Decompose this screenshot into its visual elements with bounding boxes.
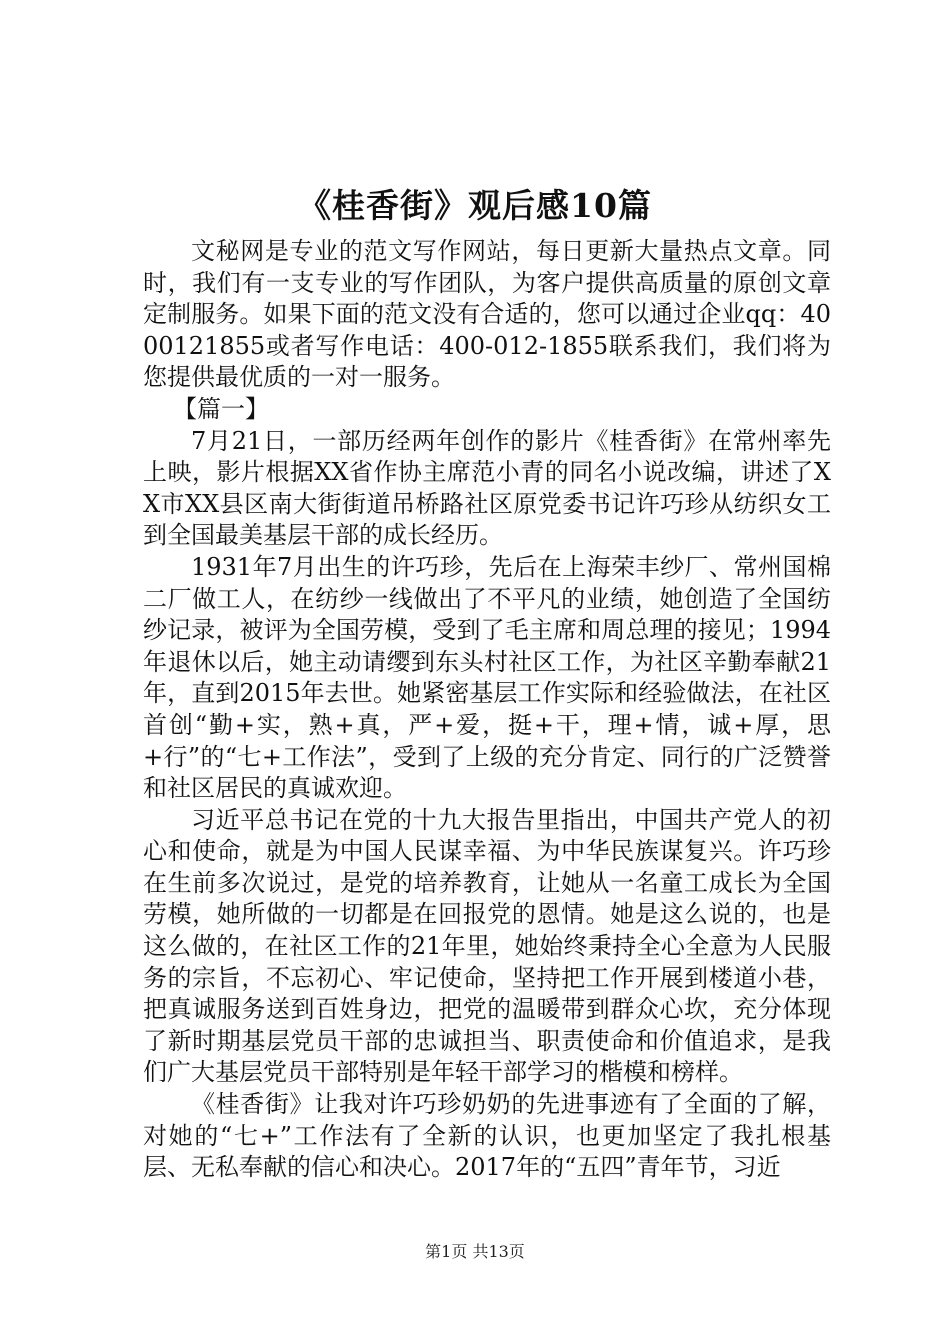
section-heading: 【篇一】 — [173, 394, 269, 423]
body-paragraph-4: 《桂香街》让我对许巧珍奶奶的先进事迹有了全面的了解，对她的“七+”工作法有了全新的认识，也更加坚定了我扎根基层、无私奉献的信心和决心。2017年的“五四”青年节，习近 — [143, 1090, 831, 1182]
body-paragraph-1: 7月21日，一部历经两年创作的影片《桂香街》在常州率先上映，影片根据XX省作协主席范小青的同名小说改编，讲述了XX市XX县区南大街街道吊桥路社区原党委书记许巧珍从纺织女工到全国最美基层干部的成长经历。 — [143, 426, 831, 550]
body-paragraph-3: 习近平总书记在党的十九大报告里指出，中国共产党人的初心和使命，就是为中国人民谋幸福、为中华民族谋复兴。许巧珍在生前多次说过，是党的培养教育，让她从一名童工成长为全国劳模，她所做的一切都是在回报党的恩情。她是这么说的，也是这么做的，在社区工作的21年里，她始终秉持全心全意为人民服务的宗旨，不忘初心、牢记使命，坚持把工作开展到楼道小巷，把真诚服务送到百姓身边，把党的温暖带到群众心坎，充分体现了新时期基层党员干部的忠诚担当、职责使命和价值追求，是我们广大基层党员干部特别是年轻干部学习的楷模和榜样。 — [143, 805, 831, 1087]
page-title: 《桂香街》观后感10篇 — [298, 186, 652, 225]
document-body — [143, 236, 831, 1184]
intro-paragraph: 文秘网是专业的范文写作网站，每日更新大量热点文章。同时，我们有一支专业的写作团队，为客户提供高质量的原创文章定制服务。如果下面的范文没有合适的，您可以通过企业qq：4000121855或者写作电话：400-012-1855联系我们，我们将为您提供最优质的一对一服务。 — [143, 237, 831, 392]
body-paragraph-2: 1931年7月出生的许巧珍，先后在上海荣丰纱厂、常州国棉二厂做工人，在纺纱一线做出了不平凡的业绩，她创造了全国纺纱记录，被评为全国劳模，受到了毛主席和周总理的接见；1994年退休以后，她主动请缨到东头村社区工作，为社区辛勤奉献21年，直到2015年去世。她紧密基层工作实际和经验做法，在社区首创“勤+实，熟+真，严+爱，挺+干，理+情，诚+厚，思+行”的“七+工作法”，受到了上级的充分肯定、同行的广泛赞誉和社区居民的真诚欢迎。 — [143, 552, 831, 803]
page-number-footer: 第1页 共13页 — [425, 1242, 525, 1261]
